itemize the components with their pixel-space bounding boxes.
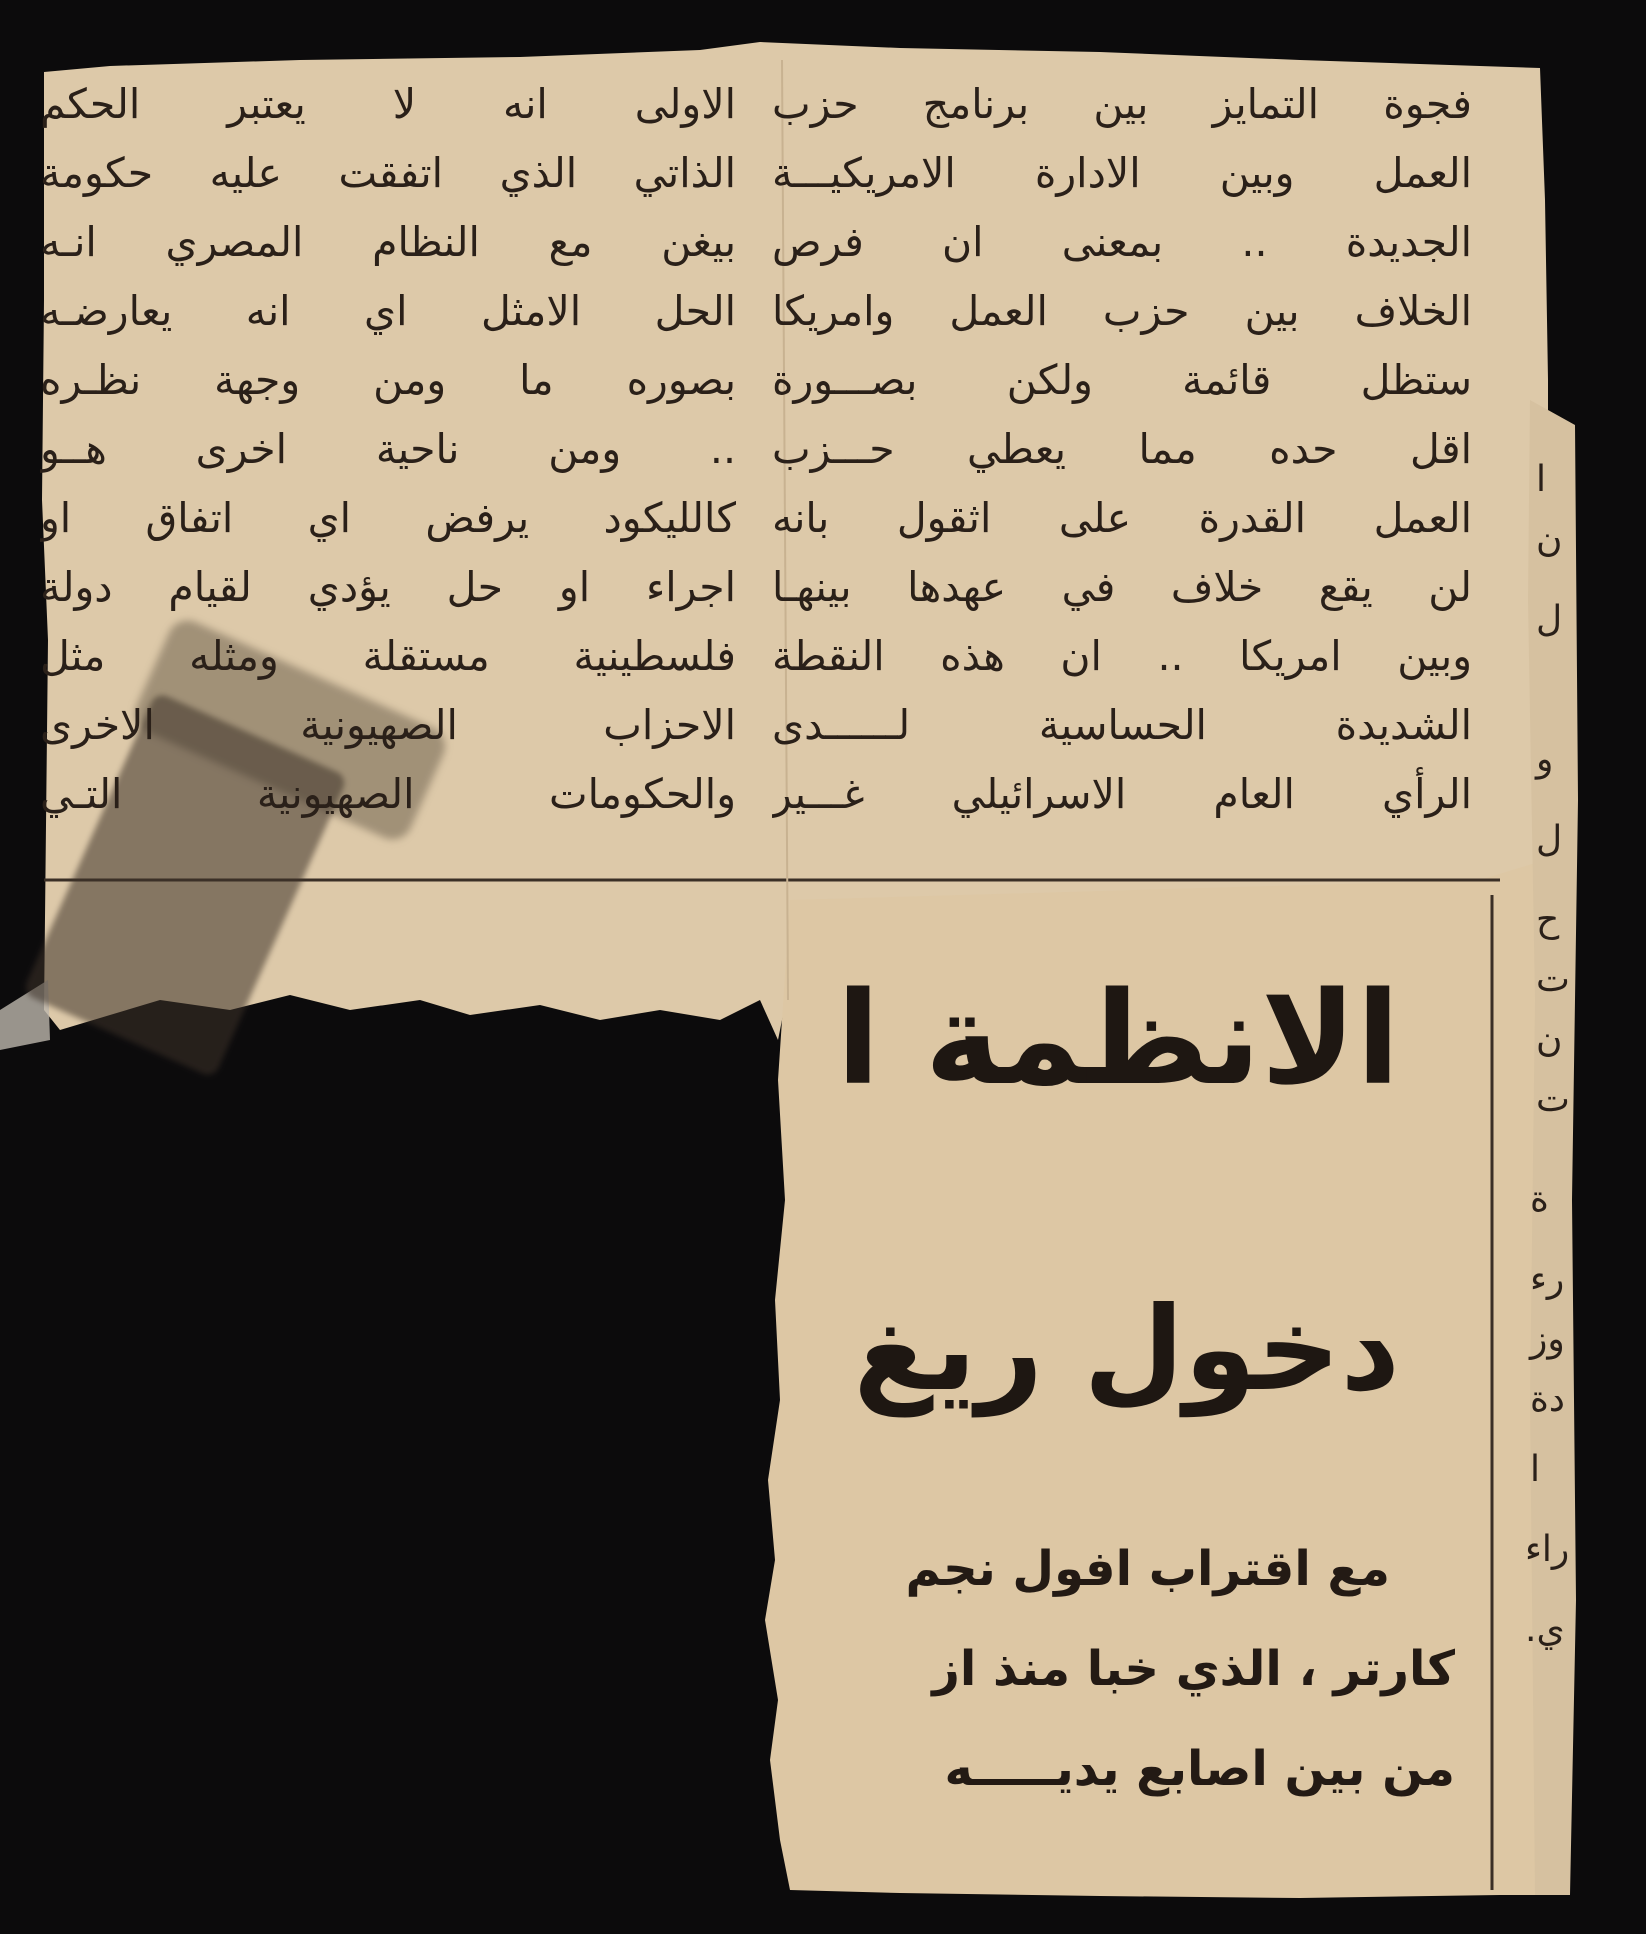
article-line: الاولى انه لا يعتبر الحكم: [40, 80, 736, 128]
article-line: والحكومات الصهيونية التـي: [40, 770, 736, 818]
edge-fragment: رء: [1530, 1259, 1565, 1300]
edge-fragment: وز: [1530, 1319, 1565, 1360]
article-line: بيغن مع النظام المصري انـه: [40, 218, 736, 266]
edge-fragment: ي.: [1525, 1609, 1565, 1650]
article-line: فجوة التمايز بين برنامج حزب: [772, 80, 1472, 128]
article-line: وبين امريكا .. ان هذه النقطة: [772, 632, 1472, 680]
headline-line-2: دخول ريغ: [853, 1282, 1400, 1417]
article-line: فلسطينية مستقلة ومثله مثل: [40, 632, 736, 680]
headline-line-1: الانظمة ا: [836, 965, 1400, 1114]
article-line: الاحزاب الصهيونية الاخرى: [40, 701, 736, 749]
article-line: .. ومن ناحية اخرى هــو: [40, 425, 736, 473]
article-line: ستظل قائمة ولكن بصـــورة: [772, 356, 1472, 404]
edge-fragment: ح: [1536, 899, 1560, 940]
article-line: كالليكود يرفض اي اتفاق او: [40, 494, 736, 542]
edge-fragment: ن: [1536, 519, 1563, 560]
article-column-left: [40, 70, 736, 829]
edge-fragment: ة: [1530, 1179, 1549, 1220]
article-line: لن يقع خلاف في عهدها بينهـا: [772, 563, 1472, 611]
article-line: الخلاف بين حزب العمل وامريكا: [772, 287, 1472, 335]
edge-fragment: ا: [1530, 1449, 1541, 1490]
edge-fragment: دة: [1530, 1379, 1565, 1420]
edge-fragment: و: [1536, 739, 1554, 780]
article-line: اقل حده مما يعطي حـــزب: [772, 425, 1472, 473]
lead-line: كارتر ، الذي خبا منذ از: [932, 1641, 1455, 1697]
article-line: العمل وبين الادارة الامريكيـــة: [772, 149, 1472, 197]
edge-fragment: ن: [1536, 1019, 1563, 1060]
edge-fragment: راء: [1525, 1529, 1570, 1570]
edge-fragment: ت: [1536, 959, 1570, 1000]
article-line: اجراء او حل يؤدي لقيام دولة: [40, 563, 736, 611]
article-line: بصوره ما ومن وجهة نظـره: [40, 356, 736, 404]
edge-fragment: ا: [1536, 459, 1547, 500]
edge-fragment: ت: [1536, 1079, 1570, 1120]
article-line: العمل القدرة على اثقول بانه: [772, 494, 1472, 542]
article-line: الحل الامثل اي انه يعارضـه: [40, 287, 736, 335]
article-line: الجديدة .. بمعنى ان فرص: [772, 218, 1472, 266]
edge-fragment: ل: [1536, 819, 1563, 860]
edge-fragment: ل: [1536, 599, 1563, 640]
article-line: الرأي العام الاسرائيلي غـــير: [772, 770, 1472, 818]
lead-line: مع اقتراب افول نجم: [905, 1541, 1390, 1597]
article-line: الشديدة الحساسية لــــــدى: [772, 701, 1472, 749]
article-line: الذاتي الذي اتفقت عليه حكومة: [40, 149, 736, 197]
lead-line: من بين اصابع يديـــــه: [944, 1741, 1455, 1797]
article-column-right: [772, 70, 1472, 829]
